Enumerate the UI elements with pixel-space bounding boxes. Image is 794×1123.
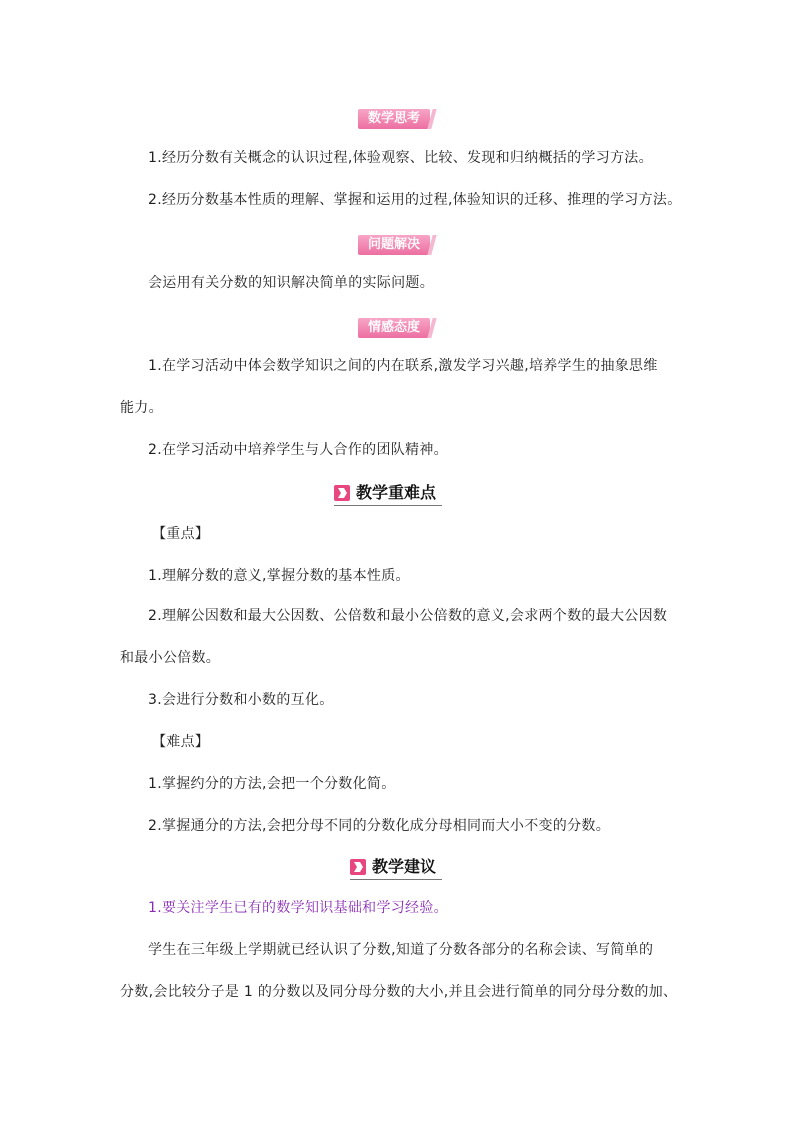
problem-solving-text: 会运用有关分数的知识解决简单的实际问题。	[148, 275, 434, 291]
section-underline	[350, 879, 442, 880]
section-title: 教学重难点	[356, 483, 437, 502]
suggestion-para-line-2: 分数,会比较分子是 1 的分数以及同分母分数的大小,并且会进行简单的同分母分数的加、	[120, 984, 678, 1000]
suggestion-para-line-1: 学生在三年级上学期就已经认识了分数,知道了分数各部分的名称会读、写简单的	[148, 942, 654, 958]
math-thinking-item-1: 1.经历分数有关概念的认识过程,体验观察、比较、发现和归纳概括的学习方法。	[148, 150, 653, 166]
key-item-1: 1.理解分数的意义,掌握分数的基本性质。	[148, 568, 410, 584]
section-title: 教学建议	[372, 857, 437, 876]
emotion-item-1-line-1: 1.在学习活动中体会数学知识之间的内在联系,激发学习兴趣,培养学生的抽象思维	[148, 358, 658, 374]
key-item-3: 3.会进行分数和小数的互化。	[148, 692, 334, 708]
section-suggestions	[350, 856, 442, 878]
bookmark-arrow-icon	[334, 485, 350, 501]
badge-math-thinking: 数学思考	[358, 109, 430, 129]
badge-emotion-attitude: 情感态度	[358, 318, 430, 338]
difficult-item-2: 2.掌握通分的方法,会把分母不同的分数化成分母相同而大小不变的分数。	[148, 818, 611, 834]
key-item-2-line-2: 和最小公倍数。	[120, 650, 221, 666]
bookmark-arrow-icon	[350, 859, 366, 875]
difficult-item-1: 1.掌握约分的方法,会把一个分数化简。	[148, 776, 396, 792]
suggestion-heading-1: 1.要关注学生已有的数学知识基础和学习经验。	[148, 900, 448, 916]
emotion-item-2: 2.在学习活动中培养学生与人合作的团队精神。	[148, 442, 448, 458]
section-underline	[334, 505, 442, 506]
key-item-2-line-1: 2.理解公因数和最大公因数、公倍数和最小公倍数的意义,会求两个数的最大公因数	[148, 608, 668, 624]
difficult-label: 【难点】	[152, 734, 210, 750]
badge-problem-solving: 问题解决	[358, 235, 430, 255]
emotion-item-1-line-2: 能力。	[120, 400, 163, 416]
math-thinking-item-2: 2.经历分数基本性质的理解、掌握和运用的过程,体验知识的迁移、推理的学习方法。	[148, 192, 682, 208]
key-label: 【重点】	[152, 526, 210, 542]
section-key-difficult	[334, 482, 442, 504]
